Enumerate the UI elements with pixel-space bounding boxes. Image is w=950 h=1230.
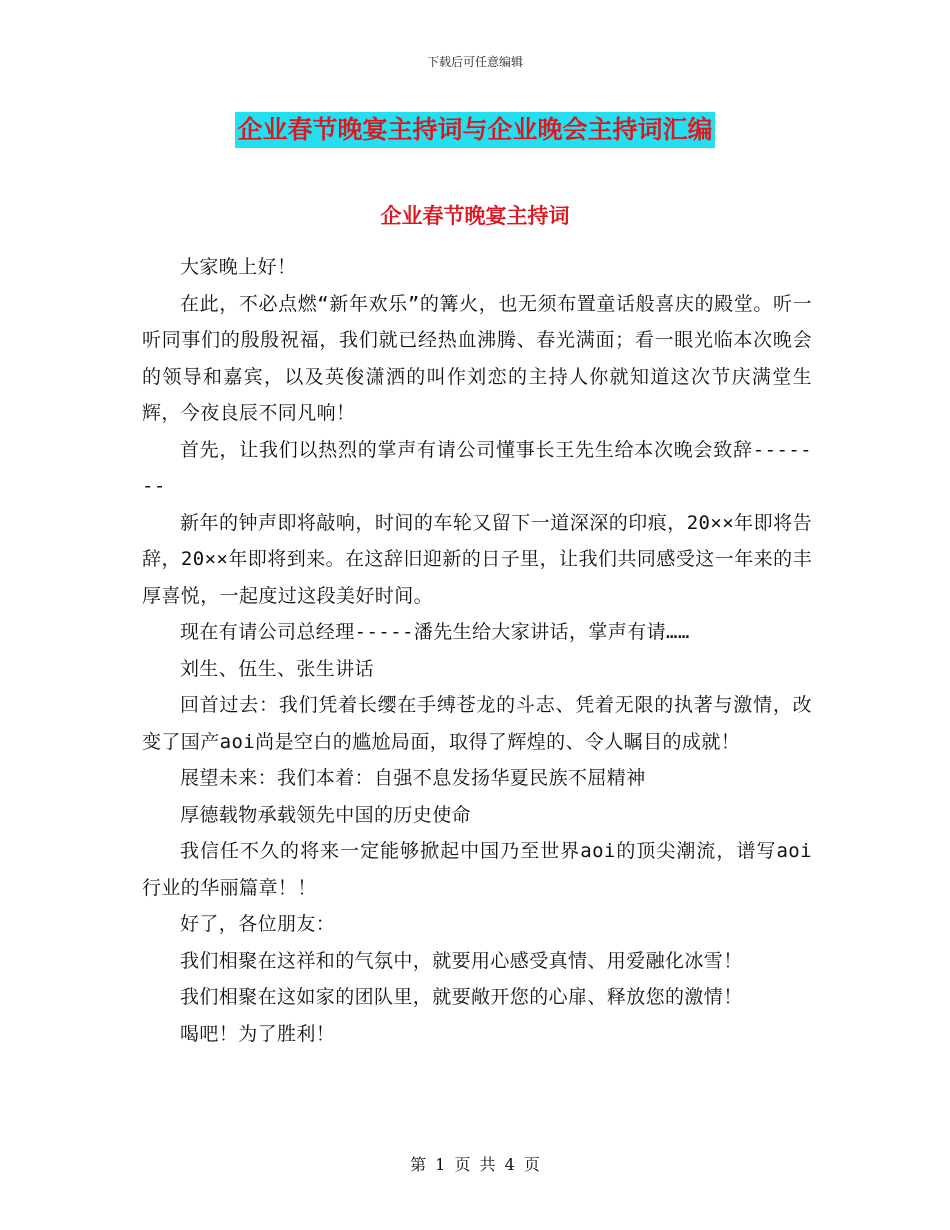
main-title-container xyxy=(0,112,950,148)
paragraph: 新年的钟声即将敲响，时间的车轮又留下一道深深的印痕，20××年即将告辞，20××年即将到来。在这辞旧迎新的日子里，让我们共同感受这一年来的丰厚喜悦，一起度过这段美好时间。 xyxy=(142,511,812,607)
paragraph: 厚德载物承载领先中国的历史使命 xyxy=(180,803,472,826)
paragraph: 喝吧！为了胜利！ xyxy=(180,1022,336,1045)
main-title: 企业春节晚宴主持词与企业晚会主持词汇编 xyxy=(235,112,714,148)
paragraph: 好了，各位朋友： xyxy=(180,913,336,935)
paragraph: 在此，不必点燃“新年欢乐”的篝火，也无须布置童话般喜庆的殿堂。听一听同事们的殷殷祝福，我们就已经热血沸腾、春光满面；看一眼光临本次晚会的领导和嘉宾，以及英俊潇洒的叫作刘恋的主持人你就知道这次节庆满堂生辉，今夜良辰不同凡响！ xyxy=(142,292,812,424)
paragraph: 首先，让我们以热烈的掌声有请公司懂事长王先生给本次晚会致辞------- xyxy=(142,438,812,497)
paragraph: 我们相聚在这祥和的气氛中，就要用心感受真情、用爱融化冰雪！ xyxy=(180,949,743,972)
section-title: 企业春节晚宴主持词 xyxy=(380,203,570,228)
paragraph: 我信任不久的将来一定能够掀起中国乃至世界aoi的顶尖潮流，谱写aoi行业的华丽篇章！！ xyxy=(142,840,812,899)
document-body xyxy=(142,249,812,1052)
paragraph: 现在有请公司总经理-----潘先生给大家讲话，掌声有请…… xyxy=(180,621,690,643)
paragraph: 大家晚上好！ xyxy=(180,256,297,278)
paragraph: 我们相聚在这如家的团队里，就要敞开您的心扉、释放您的激情！ xyxy=(180,986,743,1008)
paragraph: 回首过去：我们凭着长缨在手缚苍龙的斗志、凭着无限的执著与激情，改变了国产aoi尚是空白的尴尬局面，取得了辉煌的、令人瞩目的成就！ xyxy=(142,694,812,753)
paragraph: 展望未来：我们本着：自强不息发扬华夏民族不屈精神 xyxy=(180,767,646,789)
header-note: 下载后可任意编辑 xyxy=(426,55,523,69)
paragraph: 刘生、伍生、张生讲话 xyxy=(180,657,375,680)
page-number: 第 1 页 共 4 页 xyxy=(410,1155,540,1174)
